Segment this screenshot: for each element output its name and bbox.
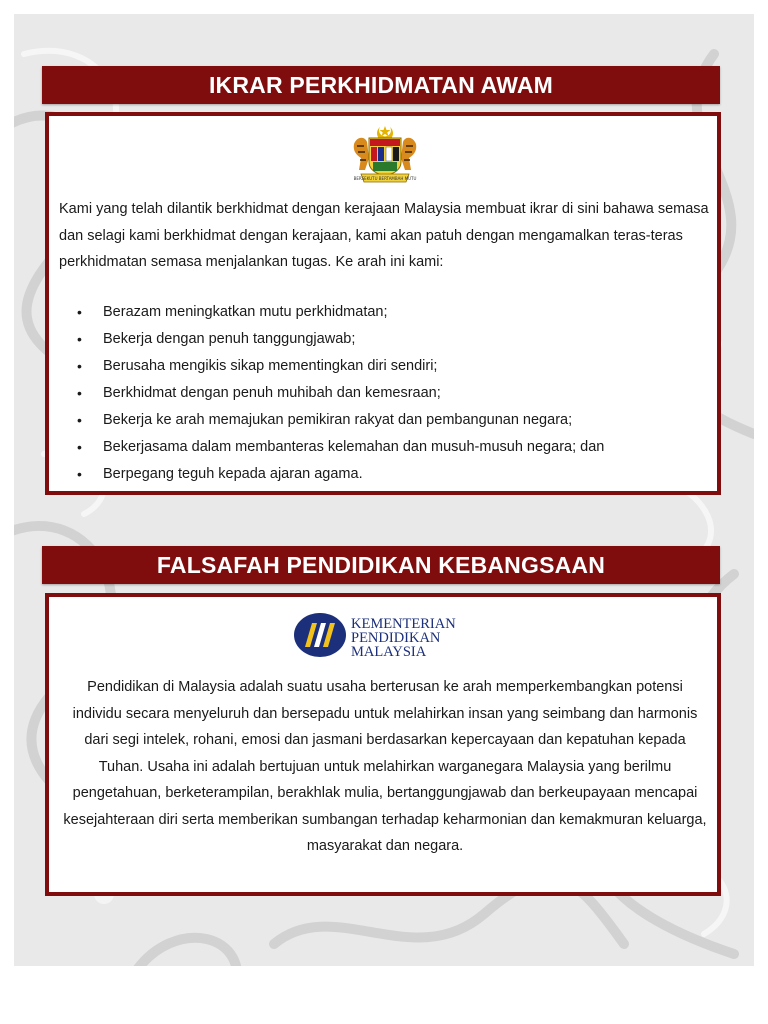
list-item: • Bekerjasama dalam membanteras kelemahan dan musuh-musuh negara; dan: [77, 434, 707, 461]
list-item: • Bekerja dengan penuh tanggungjawab;: [77, 326, 707, 353]
list-item: • Berpegang teguh kepada ajaran agama.: [77, 461, 707, 488]
pledge-card: [45, 112, 721, 495]
logo-line-3: MALAYSIA: [351, 644, 427, 659]
list-item: • Berazam meningkatkan mutu perkhidmatan;: [77, 299, 707, 326]
bullet-icon: •: [77, 385, 82, 401]
bullet-icon: •: [77, 466, 82, 482]
philosophy-card: [45, 593, 721, 896]
bullet-icon: •: [77, 412, 82, 428]
section-title-pledge: IKRAR PERKHIDMATAN AWAM: [42, 66, 720, 104]
logo-line-2: PENDIDIKAN: [351, 630, 441, 646]
pledge-list: [77, 299, 707, 488]
logo-line-1: KEMENTERIAN: [351, 616, 456, 632]
section-title-philosophy: FALSAFAH PENDIDIKAN KEBANGSAAN: [42, 546, 720, 584]
bullet-icon: •: [77, 439, 82, 455]
list-item: • Bekerja ke arah memajukan pemikiran rakyat dan pembangunan negara;: [77, 407, 707, 434]
bullet-icon: •: [77, 358, 82, 374]
list-item: • Berkhidmat dengan penuh muhibah dan kemesraan;: [77, 380, 707, 407]
philosophy-text: Pendidikan di Malaysia adalah suatu usaha berterusan ke arah memperkembangkan potensi individu secara menyeluruh dan bersepadu untuk melahirkan insan yang seimbang dan harmonis dari segi intelek, rohani, emosi dan jasmani berdasarkan kepercayaan dan kepatuhan kepada Tuhan. Usaha ini adalah bertujuan untuk melahirkan warganegara Malaysia yang berilmu pengetahuan, berketerampilan, berakhlak mulia, bertanggungjawab dan berkeupayaan mencapai kesejahteraan diri serta memberikan sumbangan terhadap keharmonian dan kemakmuran keluarga, masyarakat dan negara.: [63, 679, 707, 854]
malaysia-coat-of-arms-icon: [351, 124, 419, 186]
list-item: • Berusaha mengikis sikap mementingkan diri sendiri;: [77, 353, 707, 380]
pledge-intro-text: Kami yang telah dilantik berkhidmat dengan kerajaan Malaysia membuat ikrar di sini bahawa semasa dan selagi kami berkhidmat dengan kerajaan, kami akan patuh dengan mengamalkan teras-teras perkhidmatan semasa menjalankan tugas. Ke arah ini kami:: [59, 201, 709, 270]
kementerian-pendidikan-logo-icon: [293, 611, 483, 659]
bullet-icon: •: [77, 331, 82, 347]
svg-text:BERSEKUTU BERTAMBAH MUTU: BERSEKUTU BERTAMBAH MUTU: [353, 176, 417, 181]
bullet-icon: •: [77, 304, 82, 320]
